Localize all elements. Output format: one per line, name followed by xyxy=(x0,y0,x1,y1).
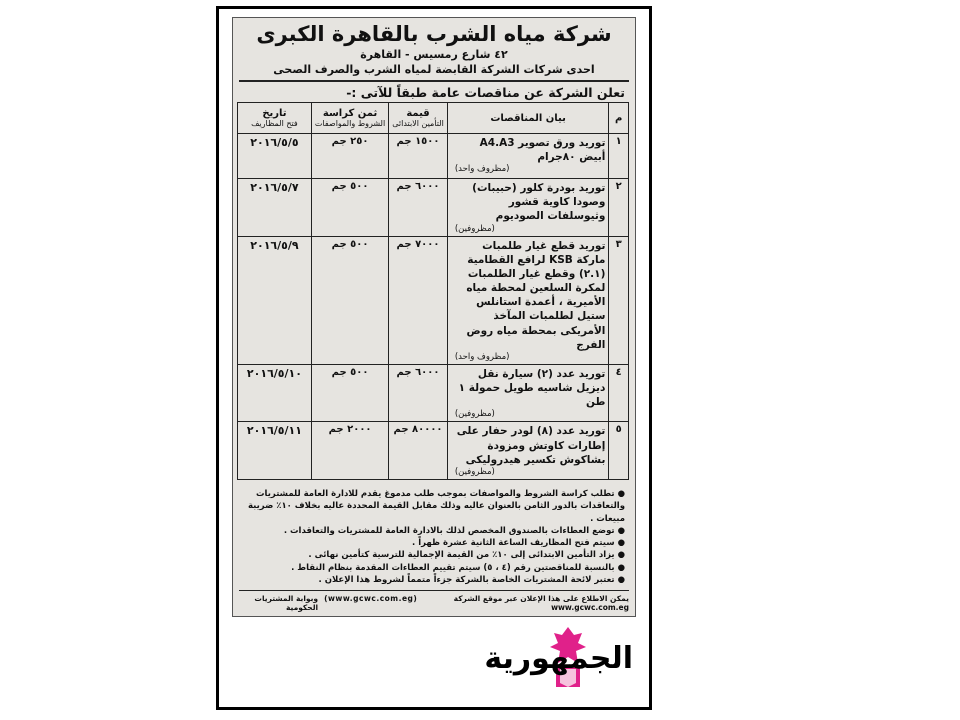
company-affiliation: احدى شركات الشركة القابضة لمياه الشرب والصرف الصحى xyxy=(273,63,595,76)
newspaper-ad-clipping xyxy=(232,17,636,617)
row-desc-cell xyxy=(447,236,609,364)
footer-website: (www.gcwc.com.eg) xyxy=(324,594,418,603)
term-item: ● تعتبر لائحة المشتريات الخاصة بالشركة جزءاً متمماً لشروط هذا الإعلان . xyxy=(318,575,625,586)
row-envelope-note: (مظروفين) xyxy=(454,223,495,234)
table-row xyxy=(238,134,629,179)
terms-list xyxy=(233,480,635,587)
table-row xyxy=(238,364,629,422)
row-desc-cell xyxy=(447,179,609,237)
announcement-line: تعلن الشركة عن مناقصات عامة طبقاً للآتى :- xyxy=(346,85,625,100)
row-value: ٦٠٠٠ جم xyxy=(389,364,448,422)
row-envelope-note: (مظروف واحد) xyxy=(454,351,510,362)
table-row xyxy=(238,236,629,364)
header-value-label: قيمة xyxy=(406,108,430,119)
row-desc-cell xyxy=(447,364,609,422)
tenders-table xyxy=(237,102,629,480)
term-item: ● بالنسبة للمناقصتين رقم (٤ ، ٥) سيتم تقييم العطاءات المقدمة بنظام النقاط . xyxy=(291,562,625,573)
logo-text: الجمهورية xyxy=(484,641,633,676)
header-booklet-label: ثمن كراسة xyxy=(322,108,378,119)
row-desc-cell xyxy=(447,134,609,179)
row-value: ٨٠٠٠٠ جم xyxy=(389,422,448,480)
header-value xyxy=(389,103,448,134)
header-booklet xyxy=(311,103,388,134)
footer-portal: وبوابة المشتريات الحكومية xyxy=(254,594,319,612)
row-booklet: ٢٠٠٠ جم xyxy=(311,422,388,480)
row-value: ١٥٠٠ جم xyxy=(389,134,448,179)
row-num: ١ xyxy=(609,134,629,179)
newspaper-logo xyxy=(484,625,633,695)
row-envelope-note: (مظروفين) xyxy=(454,409,495,420)
row-date: ٢٠١٦/٥/٥ xyxy=(238,134,312,179)
row-num: ٣ xyxy=(609,236,629,364)
term-item: ● سيتم فتح المظاريف الساعة الثانية عشرة ظهراً . xyxy=(412,538,625,549)
row-booklet: ٥٠٠ جم xyxy=(311,236,388,364)
ad-footer xyxy=(239,590,629,612)
row-desc: توريد عدد (٢) سيارة نقل ديزيل شاسيه طويل حمولة ١ طن xyxy=(458,367,606,409)
term-item: ● توضع العطاءات بالصندوق المخصص لذلك بالادارة العامة للمشتريات والتعاقدات . xyxy=(283,525,625,536)
table-header-row xyxy=(238,103,629,134)
row-envelope-note: (مظروف واحد) xyxy=(454,164,510,175)
row-desc: توريد قطع غيار طلمبات ماركة KSB لرافع القطامية (٢.١) وقطع غيار الطلمبات لمكرة السلعين لمحطة مياه الأميرية ، أعمدة استانلس ستيل لطلمبات المآخذ الأمريكى بمحطة مياه روض الفرج xyxy=(466,239,606,351)
company-name: شركة مياه الشرب بالقاهرة الكبرى xyxy=(256,22,612,46)
row-num: ٢ xyxy=(609,179,629,237)
row-num: ٤ xyxy=(609,364,629,422)
header-date-sub: فتح المظاريف xyxy=(251,119,298,128)
header-date xyxy=(238,103,312,134)
row-value: ٧٠٠٠ جم xyxy=(389,236,448,364)
table-row xyxy=(238,422,629,480)
row-desc: توريد بودرة كلور (حبيبات) وصودا كاوية قشور وثيوسلفات الصوديوم xyxy=(472,182,606,223)
row-envelope-note: (مظروفين) xyxy=(454,466,495,477)
header-booklet-sub: الشروط والمواصفات xyxy=(314,119,386,128)
term-item: ● تطلب كراسة الشروط والمواصفات بموجب طلب مدموغ يقدم للادارة العامة للمشتريات والتعاقدات بالدور الثامن بالعنوان عاليه وذلك مقابل القيمة المحددة عاليه بخلاف ١٠٪ ضريبة مبيعات . xyxy=(247,488,625,524)
row-desc-cell xyxy=(447,422,609,480)
company-address: ٤٢ شارع رمسيس - القاهرة xyxy=(360,48,508,61)
header-value-sub: التأمين الابتدائى xyxy=(392,119,444,128)
row-date: ٢٠١٦/٥/١١ xyxy=(238,422,312,480)
row-value: ٦٠٠٠ جم xyxy=(389,179,448,237)
row-booklet: ٢٥٠ جم xyxy=(311,134,388,179)
row-date: ٢٠١٦/٥/٩ xyxy=(238,236,312,364)
header-desc: بيان المناقصات xyxy=(447,103,609,134)
term-item: ● يزاد التأمين الابتدائى إلى ١٠٪ من القيمة الإجمالية للترسية كتأمين نهائى . xyxy=(308,550,625,561)
header-num: م xyxy=(609,103,629,134)
row-desc: توريد عدد (٨) لودر حفار على إطارات كاوتش ومزودة بشاكوش تكسير هيدروليكى xyxy=(456,425,606,466)
scan-frame xyxy=(216,6,652,710)
footer-notice: يمكن الاطلاع على هذا الإعلان عبر موقع الشركة www.gcwc.com.eg xyxy=(453,594,629,612)
header-date-label: تاريخ xyxy=(262,108,287,119)
table-row xyxy=(238,179,629,237)
row-booklet: ٥٠٠ جم xyxy=(311,364,388,422)
row-date: ٢٠١٦/٥/٧ xyxy=(238,179,312,237)
row-num: ٥ xyxy=(609,422,629,480)
row-date: ٢٠١٦/٥/١٠ xyxy=(238,364,312,422)
row-desc: توريد ورق تصوير A4.A3 أبيض ٨٠جرام xyxy=(479,137,606,164)
row-booklet: ٥٠٠ جم xyxy=(311,179,388,237)
